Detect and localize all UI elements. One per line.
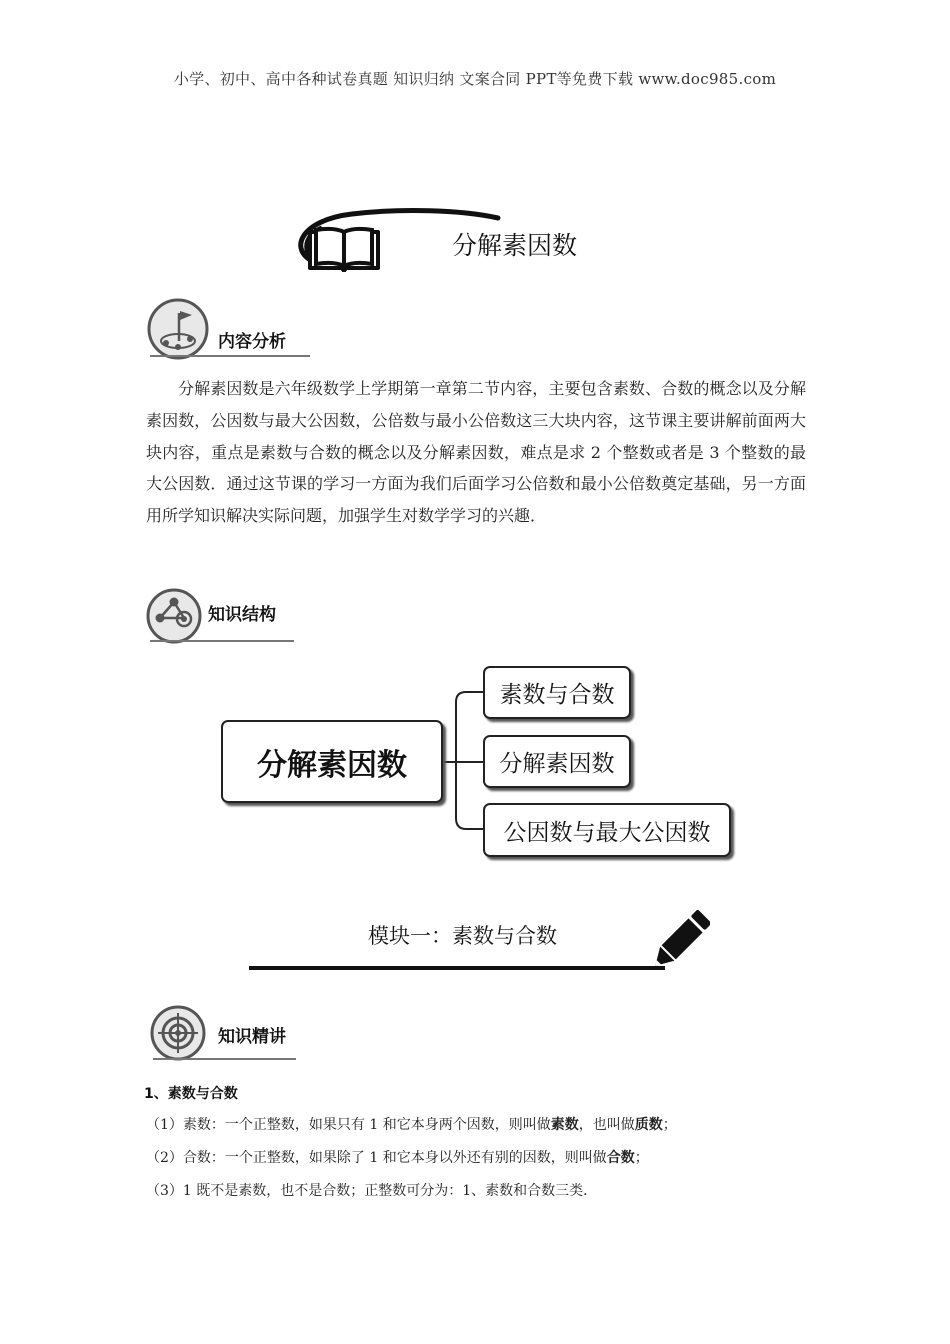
item-text: （2）合数：一个正整数，如果除了 1 和它本身以外还有别的因数，则叫做 [146, 1150, 607, 1166]
item-text: （1）素数：一个正整数，如果只有 1 和它本身两个因数，则叫做 [146, 1117, 551, 1133]
section-label-knowledge-structure: 知识结构 [208, 605, 276, 625]
term-bold: 质数 [634, 1117, 663, 1133]
knowledge-item-3: （3）1 既不是素数，也不是合数；正整数可分为：1、素数和合数三类． [146, 1183, 598, 1199]
module-title: 模块一：素数与合数 [368, 924, 557, 948]
section-label-knowledge-explain: 知识精讲 [218, 1027, 286, 1047]
term-bold: 合数 [606, 1150, 635, 1166]
mindmap-root: 分解素因数 [221, 720, 443, 803]
term-bold: 素数 [550, 1117, 579, 1133]
target-icon [150, 1005, 206, 1065]
knowledge-heading: 1、素数与合数 [144, 1086, 238, 1102]
intro-text: 分解素因数是六年级数学上学期第一章第二节内容，主要包含素数、合数的概念以及分解素因数，公因数与最大公因数，公倍数与最小公倍数这三大块内容，这节课主要讲解前面两大块内容，重点是素数与合数的概念以及分解素因数，难点是求 2 个整数或者是 3 个整数的最大公因数．通过这节课的学习一方面为我们后面学习公倍数和最小公倍数奠定基础，另一方面用所学知识解决实际问题，加强学生对数学学习的兴趣． [146, 379, 806, 526]
knowledge-item-2 [146, 1147, 649, 1167]
page-header: 小学、初中、高中各种试卷真题 知识归纳 文案合同 PPT等免费下载 www.doc985.com [173, 70, 777, 88]
page-title: 分解素因数 [452, 231, 578, 260]
item-text: ，也叫做 [578, 1117, 635, 1133]
section-divider [153, 1058, 296, 1060]
pencil-icon [650, 910, 710, 976]
mindmap-branch: 素数与合数 [483, 666, 631, 719]
section-label-content-analysis: 内容分析 [218, 332, 286, 352]
knowledge-item-1 [146, 1114, 677, 1134]
mindmap-branch: 分解素因数 [483, 735, 631, 788]
item-text: ； [634, 1150, 649, 1166]
module-underline [249, 966, 665, 970]
item-text: ； [662, 1117, 677, 1133]
mindmap-branch: 公因数与最大公因数 [483, 803, 731, 857]
